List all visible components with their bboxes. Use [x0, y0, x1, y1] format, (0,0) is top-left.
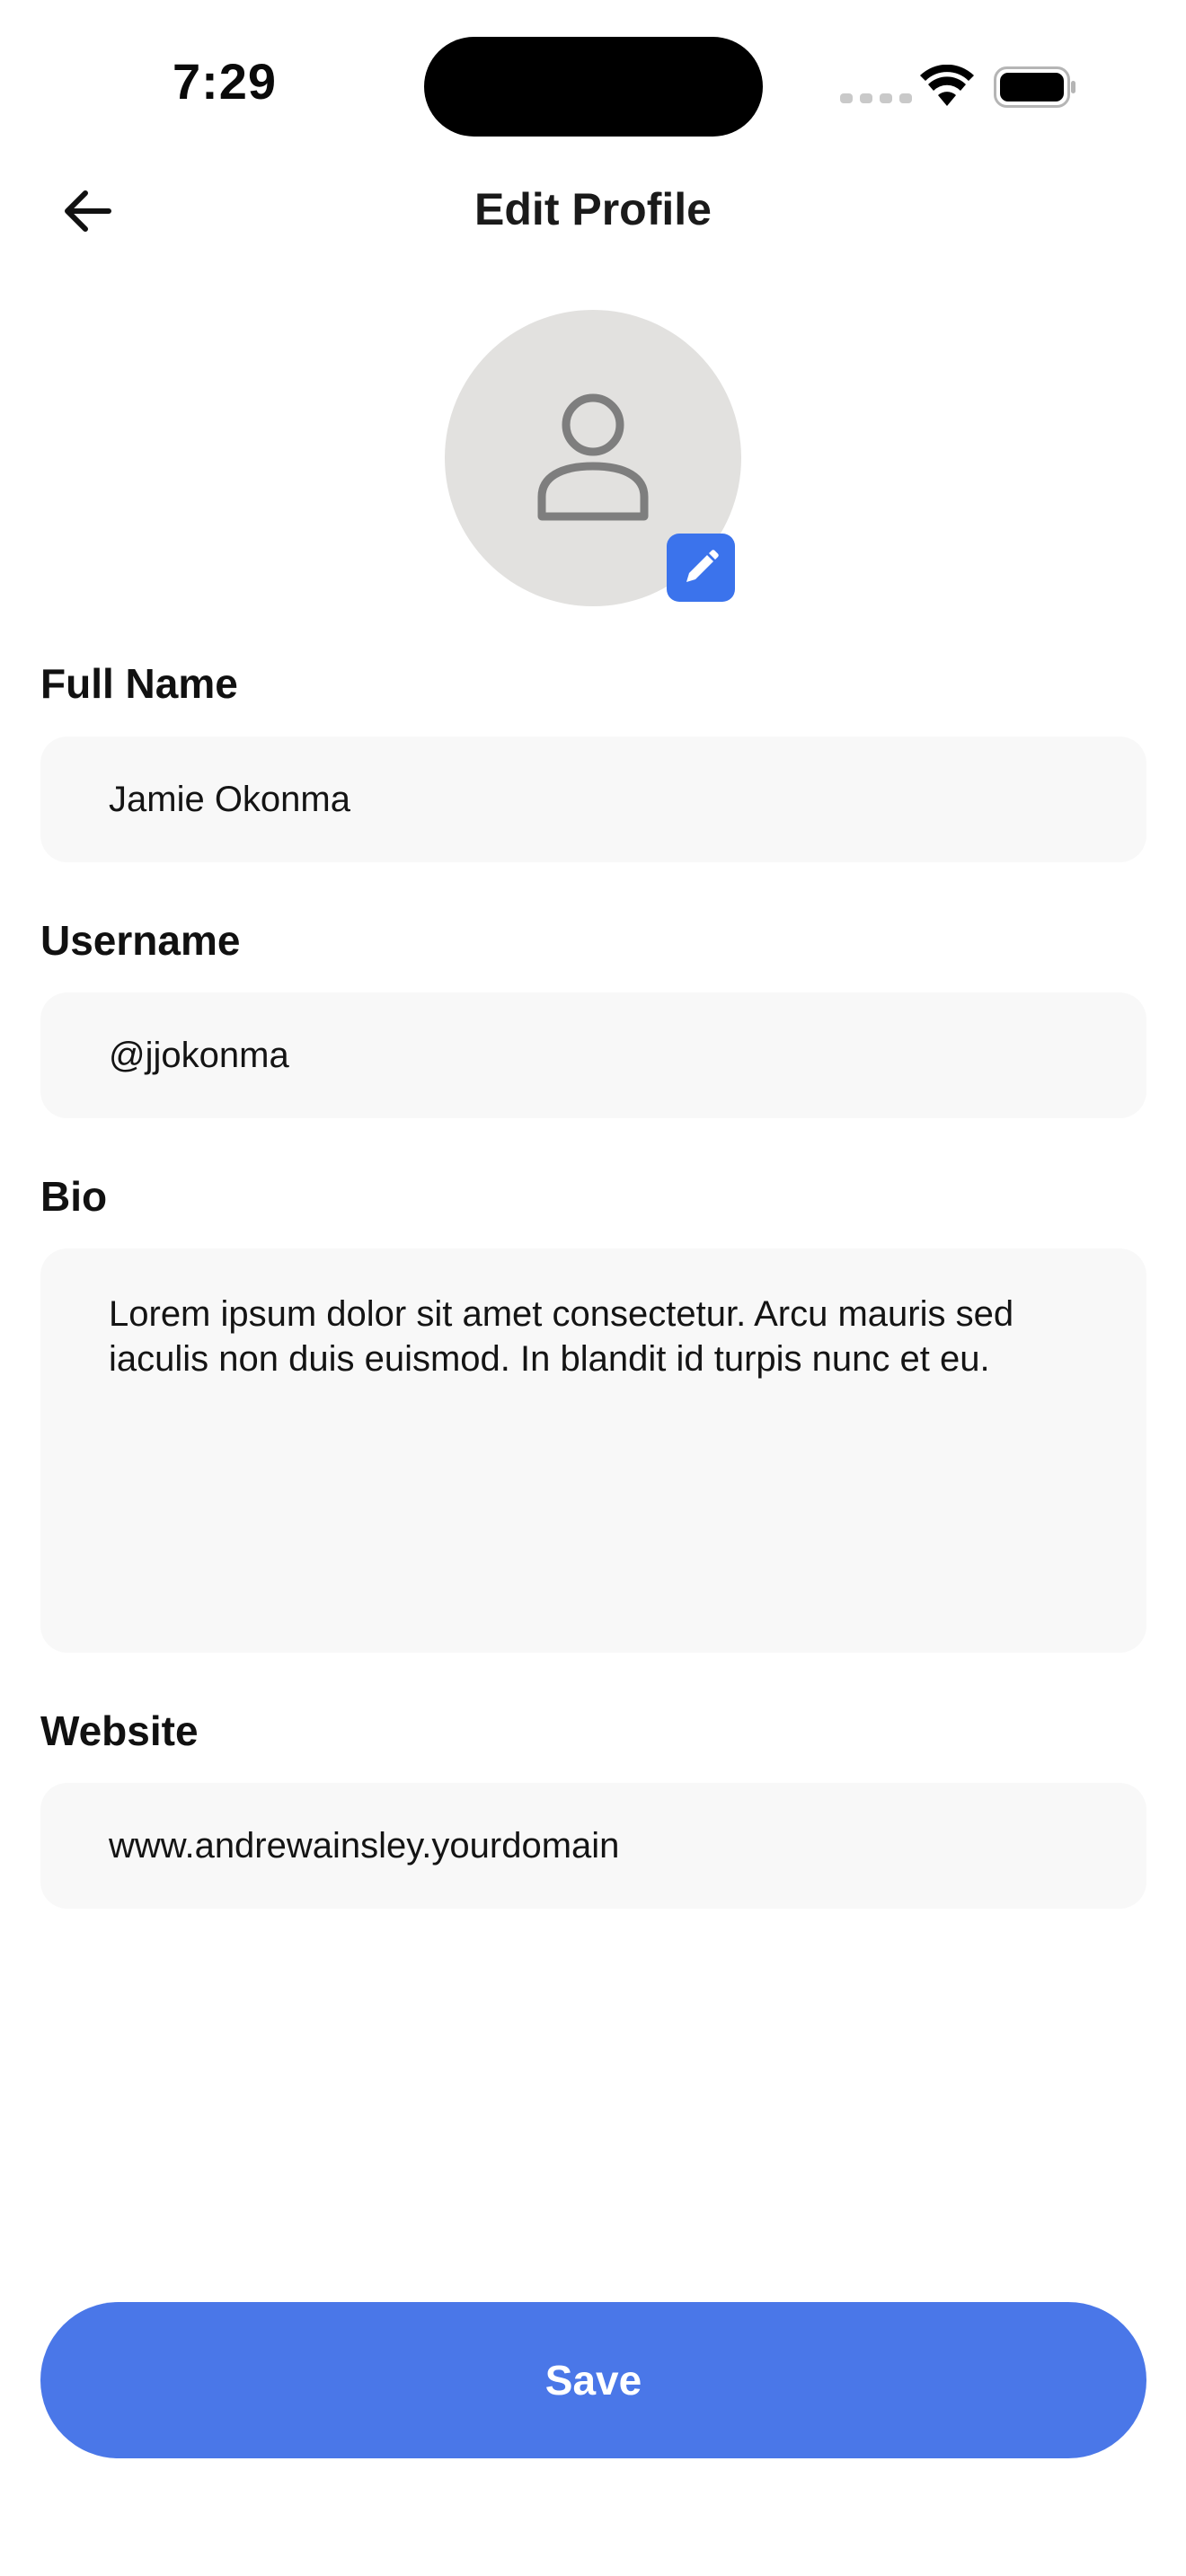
page-title: Edit Profile: [474, 184, 712, 234]
status-bar: [0, 0, 1186, 171]
pencil-icon: [681, 548, 721, 587]
user-icon: [535, 391, 651, 525]
avatar-edit-button[interactable]: [667, 534, 735, 602]
full-name-label: Full Name: [40, 660, 238, 707]
dynamic-island: [424, 37, 763, 137]
bio-field[interactable]: [40, 1248, 1146, 1653]
username-label: Username: [40, 917, 241, 964]
username-value: @jjokonma: [109, 1035, 289, 1075]
status-time: 7:29: [172, 53, 278, 110]
cellular-signal-icon: [840, 93, 912, 103]
website-field[interactable]: [40, 1783, 1146, 1909]
website-value: www.andrewainsley.yourdomain: [109, 1825, 620, 1866]
full-name-field[interactable]: [40, 737, 1146, 862]
wifi-icon: [920, 65, 974, 108]
battery-icon: [994, 66, 1076, 108]
username-field[interactable]: [40, 992, 1146, 1118]
website-label: Website: [40, 1707, 199, 1754]
full-name-value: Jamie Okonma: [109, 779, 350, 819]
bio-value: Lorem ipsum dolor sit amet consectetur. Arcu mauris sed iaculis non duis euismod. In blandit id turpis nunc et eu.: [109, 1294, 1014, 1379]
bio-label: Bio: [40, 1173, 108, 1220]
save-button[interactable]: Save: [40, 2302, 1146, 2458]
